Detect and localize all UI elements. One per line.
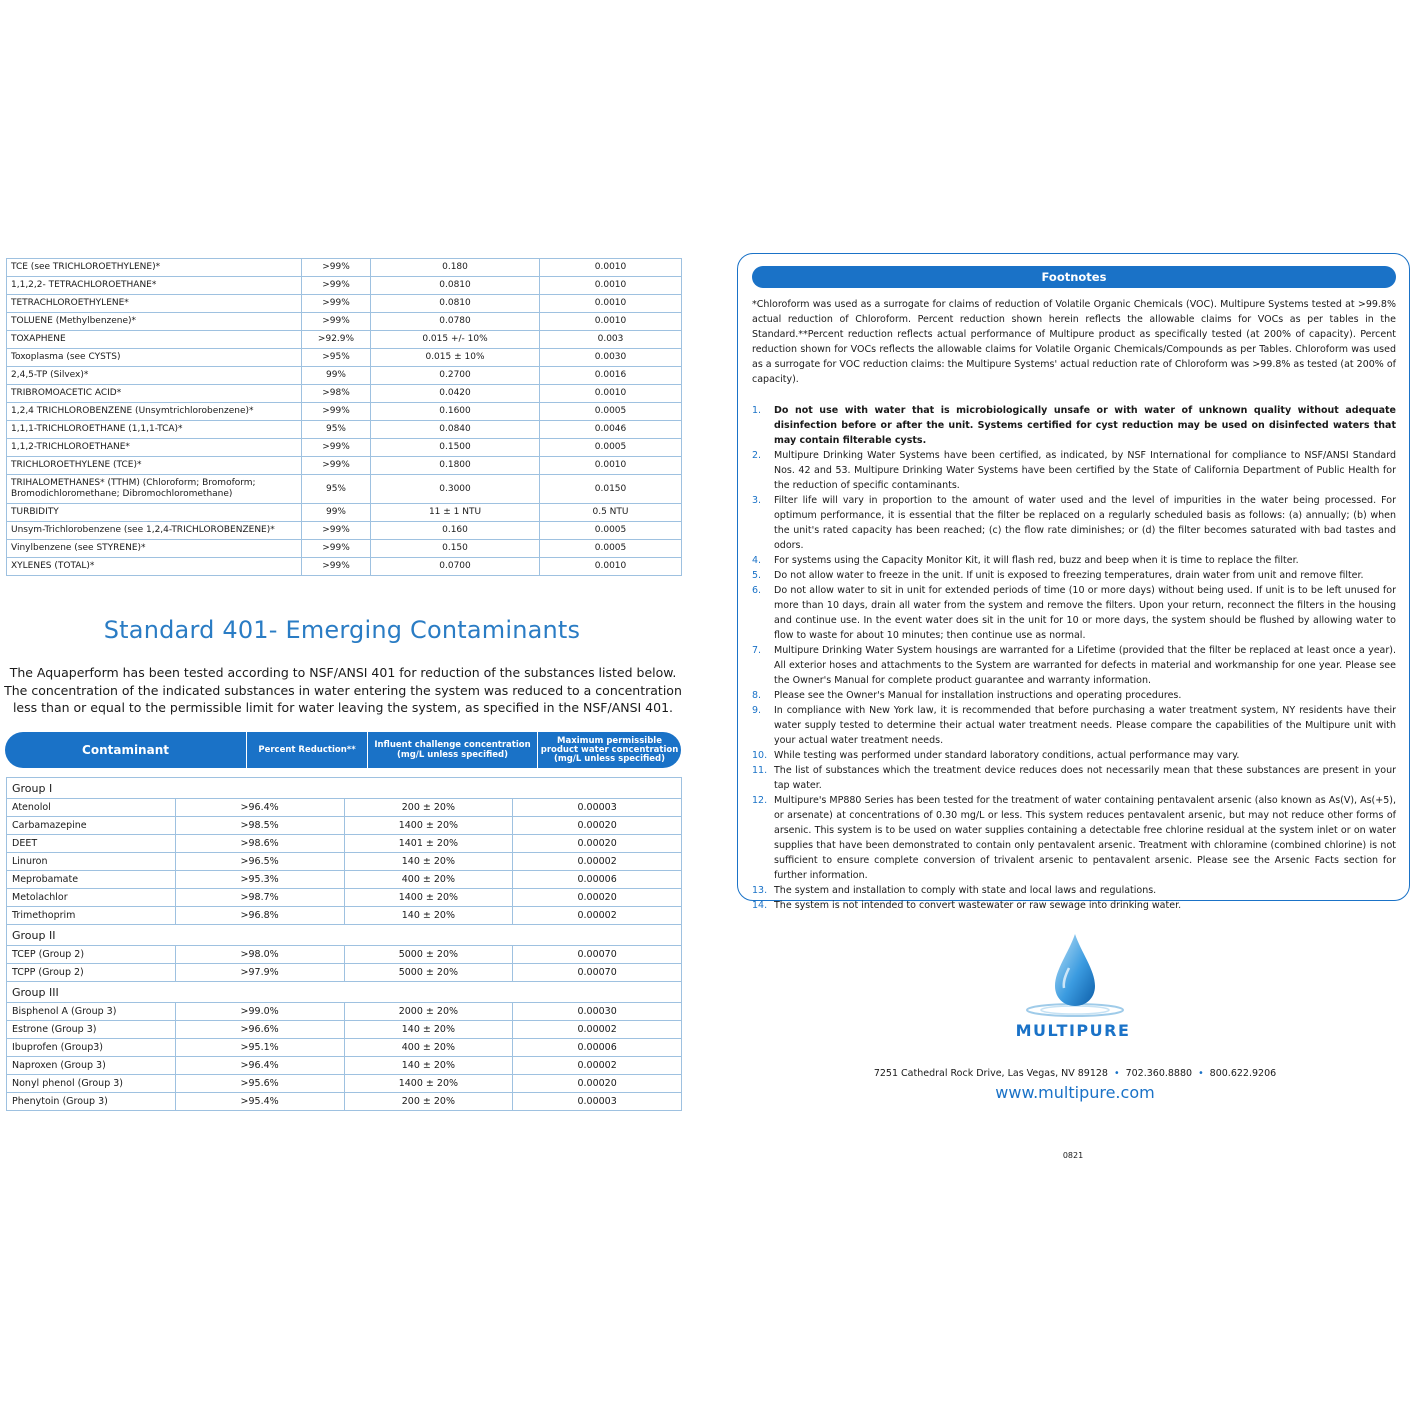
footnote-item	[752, 688, 1396, 703]
influent-cell: 0.3000	[371, 475, 540, 504]
percent-reduction-cell: >98.7%	[175, 889, 344, 907]
influent-cell: 0.1600	[371, 403, 540, 421]
max-concentration-cell: 0.0150	[540, 475, 682, 504]
influent-cell: 0.2700	[371, 367, 540, 385]
footnotes-title: Footnotes	[752, 266, 1396, 288]
max-concentration-cell: 0.0005	[540, 403, 682, 421]
table-row	[7, 889, 682, 907]
footnote-item	[752, 898, 1396, 913]
footnote-text: Do not allow water to freeze in the unit. If unit is exposed to freezing temperatures, drain water from unit and remove filter.	[774, 570, 1364, 581]
footnote-number: 7.	[752, 645, 762, 656]
percent-reduction-cell: >99%	[302, 457, 371, 475]
influent-cell: 0.160	[371, 522, 540, 540]
max-concentration-cell: 0.0046	[540, 421, 682, 439]
percent-reduction-cell: >98%	[302, 385, 371, 403]
header-percent-reduction: Percent Reduction**	[247, 732, 368, 768]
percent-reduction-cell: >99.0%	[175, 1003, 344, 1021]
max-concentration-cell: 0.00003	[513, 1093, 682, 1111]
max-concentration-cell: 0.00002	[513, 907, 682, 925]
separator-dot-icon: •	[1113, 1068, 1120, 1079]
group-row	[7, 982, 682, 1003]
footnote-text: The system and installation to comply with state and local laws and regulations.	[774, 885, 1157, 896]
max-concentration-cell: 0.00070	[513, 946, 682, 964]
max-concentration-cell: 0.0010	[540, 457, 682, 475]
percent-reduction-cell: 99%	[302, 504, 371, 522]
contaminant-cell: TOLUENE (Methylbenzene)*	[7, 313, 302, 331]
max-concentration-cell: 0.0030	[540, 349, 682, 367]
max-concentration-cell: 0.00002	[513, 853, 682, 871]
max-concentration-cell: 0.00002	[513, 1021, 682, 1039]
influent-cell: 400 ± 20%	[344, 871, 513, 889]
footnote-item	[752, 763, 1396, 793]
influent-cell: 0.0810	[371, 277, 540, 295]
table-row	[7, 504, 682, 522]
footnote-text: Multipure Drinking Water System housings are warranted for a Lifetime (provided that the filter be replaced at least once a year). All exterior hoses and attachments to the System are warranted for defects in material and workmanship for one year. Please see the Owner's Manual for complete product guarantee and warranty information.	[774, 645, 1396, 686]
footnote-text: The system is not intended to convert wastewater or raw sewage into drinking water.	[774, 900, 1182, 911]
max-concentration-cell: 0.00020	[513, 1075, 682, 1093]
influent-cell: 1400 ± 20%	[344, 1075, 513, 1093]
percent-reduction-cell: >99%	[302, 439, 371, 457]
max-concentration-cell: 0.003	[540, 331, 682, 349]
table-row	[7, 964, 682, 982]
document-code: 0821	[1062, 1151, 1084, 1160]
table-row	[7, 439, 682, 457]
contaminant-table-continued	[6, 258, 682, 576]
max-concentration-cell: 0.0005	[540, 540, 682, 558]
header-contaminant: Contaminant	[5, 732, 247, 768]
phone-primary: 702.360.8880	[1125, 1068, 1193, 1079]
footnote-item	[752, 448, 1396, 493]
percent-reduction-cell: >96.6%	[175, 1021, 344, 1039]
footnote-number: 6.	[752, 585, 762, 596]
percent-reduction-cell: >98.5%	[175, 817, 344, 835]
influent-cell: 0.015 ± 10%	[371, 349, 540, 367]
table-row	[7, 403, 682, 421]
table-row	[7, 1003, 682, 1021]
influent-cell: 0.0810	[371, 295, 540, 313]
contaminant-cell: Metolachlor	[7, 889, 176, 907]
contaminant-cell: 1,1,2,2- TETRACHLOROETHANE*	[7, 277, 302, 295]
influent-cell: 140 ± 20%	[344, 1057, 513, 1075]
group-label: Group II	[7, 925, 682, 946]
footnotes-list	[752, 403, 1396, 913]
footnote-text: Do not use with water that is microbiologically unsafe or with water of unknown quality without adequate disinfection before or after the unit. Systems certified for cyst reduction may be used on disinfected waters that may contain filterable cysts.	[774, 405, 1396, 446]
percent-reduction-cell: >96.4%	[175, 799, 344, 817]
max-concentration-cell: 0.0010	[540, 558, 682, 576]
table-row	[7, 1039, 682, 1057]
table-row	[7, 1093, 682, 1111]
footnote-number: 4.	[752, 555, 762, 566]
footnote-item	[752, 643, 1396, 688]
contaminant-cell: TCEP (Group 2)	[7, 946, 176, 964]
table-row	[7, 817, 682, 835]
contaminant-cell: 1,2,4 TRICHLOROBENZENE (Unsymtrichlorobenzene)*	[7, 403, 302, 421]
footnotes-intro: *Chloroform was used as a surrogate for claims of reduction of Volatile Organic Chemicals (VOC). Multipure Systems tested at >99.8% actual reduction of Chloroform. Percent reduction shown herein reflects the allowable claims for VOCs as per tables in the Standard.**Percent reduction reflects actual performance of Multipure product as specifically tested (at 200% of capacity). Percent reduction shown for VOCs reflects the allowable claims for Volatile Organic Chemicals/Compounds as per Tables. Chloroform was used as a surrogate for VOC reduction claims: the Multipure Systems' actual reduction rate of Chloroform was >99.8% as tested (at 200% of capacity).	[752, 299, 1396, 385]
footnote-item	[752, 568, 1396, 583]
footnote-text: While testing was performed under standard laboratory conditions, actual performance may vary.	[774, 750, 1240, 761]
contaminant-cell: TRIHALOMETHANES* (TTHM) (Chloroform; Bromoform; Bromodichloromethane; Dibromochloromethane)	[7, 475, 302, 504]
contaminant-cell: Atenolol	[7, 799, 176, 817]
footnote-item	[752, 583, 1396, 643]
percent-reduction-cell: >99%	[302, 540, 371, 558]
percent-reduction-cell: >99%	[302, 313, 371, 331]
contaminant-cell: TRIBROMOACETIC ACID*	[7, 385, 302, 403]
influent-cell: 0.0420	[371, 385, 540, 403]
header-influent-concentration: Influent challenge concentration (mg/L unless specified)	[368, 732, 538, 768]
emerging-contaminants-table	[6, 777, 682, 1111]
header-max-concentration: Maximum permissible product water concentration (mg/L unless specified)	[540, 735, 679, 764]
footnote-text: Please see the Owner's Manual for installation instructions and operating procedures.	[774, 690, 1182, 701]
percent-reduction-cell: >97.9%	[175, 964, 344, 982]
influent-cell: 0.015 +/- 10%	[371, 331, 540, 349]
contaminant-cell: Estrone (Group 3)	[7, 1021, 176, 1039]
water-drop-logo-icon	[1023, 930, 1127, 1022]
percent-reduction-cell: >99%	[302, 522, 371, 540]
influent-cell: 1401 ± 20%	[344, 835, 513, 853]
footnote-text: Multipure Drinking Water Systems have been certified, as indicated, by NSF International for compliance to NSF/ANSI Standard Nos. 42 and 53. Multipure Drinking Water Systems have been certified by the State of California Department of Public Health for the reduction of specific contaminants.	[774, 450, 1396, 491]
emerging-table-header	[5, 732, 681, 768]
website-link[interactable]: www.multipure.com	[995, 1083, 1155, 1102]
section-intro: The Aquaperform has been tested according to NSF/ANSI 401 for reduction of the substances listed below. The concentration of the indicated substances in water entering the system was reduced to a concentration less than or equal to the permissible limit for water leaving the system, as specified in the NSF/ANSI 401.	[4, 665, 682, 715]
footnote-number: 2.	[752, 450, 762, 461]
percent-reduction-cell: 99%	[302, 367, 371, 385]
footnote-number: 1.	[752, 405, 762, 416]
max-concentration-cell: 0.0010	[540, 295, 682, 313]
percent-reduction-cell: >99%	[302, 295, 371, 313]
max-concentration-cell: 0.0010	[540, 385, 682, 403]
table-row	[7, 1075, 682, 1093]
contaminant-cell: Phenytoin (Group 3)	[7, 1093, 176, 1111]
footnote-text: The list of substances which the treatment device reduces does not necessarily mean that these substances are present in your tap water.	[774, 765, 1396, 791]
footnote-text: In compliance with New York law, it is recommended that before purchasing a water treatment system, NY residents have their water supply tested to determine their actual water treatment needs. Please compare the capabilities of the Multipure unit with your actual water treatment needs.	[774, 705, 1396, 746]
contaminant-cell: Toxoplasma (see CYSTS)	[7, 349, 302, 367]
contaminant-cell: Bisphenol A (Group 3)	[7, 1003, 176, 1021]
phone-toll-free: 800.622.9206	[1209, 1068, 1277, 1079]
percent-reduction-cell: >95.6%	[175, 1075, 344, 1093]
group-label: Group III	[7, 982, 682, 1003]
max-concentration-cell: 0.5 NTU	[540, 504, 682, 522]
percent-reduction-cell: >96.4%	[175, 1057, 344, 1075]
influent-cell: 140 ± 20%	[344, 1021, 513, 1039]
max-concentration-cell: 0.00020	[513, 889, 682, 907]
max-concentration-cell: 0.00006	[513, 871, 682, 889]
footnote-text: Do not allow water to sit in unit for extended periods of time (10 or more days) without being used. If unit is to be left unused for more than 10 days, drain all water from the system and remove the filters. Upon your return, reconnect the filters in the housing and continue use. In the event water does sit in the unit for 10 or more days, the system should be flushed by allowing water to flow to waste for about 10 minutes; then continue use as normal.	[774, 585, 1396, 641]
influent-cell: 5000 ± 20%	[344, 946, 513, 964]
max-concentration-cell: 0.0010	[540, 313, 682, 331]
percent-reduction-cell: 95%	[302, 475, 371, 504]
table-row	[7, 295, 682, 313]
contaminant-cell: Naproxen (Group 3)	[7, 1057, 176, 1075]
contaminant-cell: Meprobamate	[7, 871, 176, 889]
contaminant-cell: Linuron	[7, 853, 176, 871]
influent-cell: 400 ± 20%	[344, 1039, 513, 1057]
footnote-number: 12.	[752, 795, 768, 806]
footnote-number: 10.	[752, 750, 768, 761]
contaminant-cell: 1,1,2-TRICHLOROETHANE*	[7, 439, 302, 457]
contaminant-cell: DEET	[7, 835, 176, 853]
influent-cell: 5000 ± 20%	[344, 964, 513, 982]
influent-cell: 1400 ± 20%	[344, 889, 513, 907]
table-row	[7, 871, 682, 889]
contaminant-cell: XYLENES (TOTAL)*	[7, 558, 302, 576]
table-row	[7, 907, 682, 925]
table-row	[7, 385, 682, 403]
contaminant-cell: TURBIDITY	[7, 504, 302, 522]
percent-reduction-cell: >92.9%	[302, 331, 371, 349]
influent-cell: 0.0700	[371, 558, 540, 576]
table-row	[7, 1021, 682, 1039]
influent-cell: 200 ± 20%	[344, 1093, 513, 1111]
percent-reduction-cell: >95%	[302, 349, 371, 367]
max-concentration-cell: 0.0005	[540, 522, 682, 540]
table-row	[7, 522, 682, 540]
table-row	[7, 835, 682, 853]
contact-info	[860, 1068, 1290, 1079]
contaminant-cell: 1,1,1-TRICHLOROETHANE (1,1,1-TCA)*	[7, 421, 302, 439]
contaminant-cell: TCPP (Group 2)	[7, 964, 176, 982]
address: 7251 Cathedral Rock Drive, Las Vegas, NV 89128	[873, 1068, 1108, 1079]
group-label: Group I	[7, 778, 682, 799]
footnote-number: 11.	[752, 765, 768, 776]
footnote-text: For systems using the Capacity Monitor Kit, it will flash red, buzz and beep when it is time to replace the filter.	[774, 555, 1299, 566]
max-concentration-cell: 0.00003	[513, 799, 682, 817]
max-concentration-cell: 0.0010	[540, 277, 682, 295]
max-concentration-cell: 0.0016	[540, 367, 682, 385]
influent-cell: 140 ± 20%	[344, 907, 513, 925]
footnote-item	[752, 553, 1396, 568]
percent-reduction-cell: >95.1%	[175, 1039, 344, 1057]
contaminant-cell: Carbamazepine	[7, 817, 176, 835]
influent-cell: 140 ± 20%	[344, 853, 513, 871]
table-row	[7, 331, 682, 349]
contaminant-cell: Nonyl phenol (Group 3)	[7, 1075, 176, 1093]
max-concentration-cell: 0.00030	[513, 1003, 682, 1021]
footnote-item	[752, 403, 1396, 448]
contaminant-cell: TCE (see TRICHLOROETHYLENE)*	[7, 259, 302, 277]
contaminant-cell: Unsym-Trichlorobenzene (see 1,2,4-TRICHLOROBENZENE)*	[7, 522, 302, 540]
max-concentration-cell: 0.0005	[540, 439, 682, 457]
contaminant-cell: TOXAPHENE	[7, 331, 302, 349]
table-row	[7, 799, 682, 817]
max-concentration-cell: 0.00020	[513, 835, 682, 853]
influent-cell: 0.150	[371, 540, 540, 558]
max-concentration-cell: 0.00006	[513, 1039, 682, 1057]
footnote-item	[752, 883, 1396, 898]
table-row	[7, 349, 682, 367]
footnote-number: 14.	[752, 900, 768, 911]
table-row	[7, 540, 682, 558]
influent-cell: 0.1500	[371, 439, 540, 457]
contaminant-cell: TRICHLOROETHYLENE (TCE)*	[7, 457, 302, 475]
contaminant-cell: Vinylbenzene (see STYRENE)*	[7, 540, 302, 558]
footnote-text: Filter life will vary in proportion to the amount of water used and the level of impurities in the water being processed. For optimum performance, it is essential that the filter be replaced on a regularly scheduled basis as follows: (a) annually; (b) when the unit's rated capacity has been reached; (c) the flow rate diminishes; or (d) the filter becomes saturated with bad tastes and odors.	[774, 495, 1396, 551]
percent-reduction-cell: 95%	[302, 421, 371, 439]
footnote-text: Multipure's MP880 Series has been tested for the treatment of water containing pentavalent arsenic (also known as As(V), As(+5), or arsenate) at concentrations of 0.30 mg/L or less. This system reduces pentavalent arsenic, but may not reduce other forms of arsenic. This system is to be used on water supplies containing a detectable free chlorine residual at the system inlet or on water supplies that have been demonstrated to contain only pentavalent arsenic. Treatment with chloramine (combined chlorine) is not sufficient to ensure complete conversion of trivalent arsenic to pentavalent arsenic. Please see the Arsenic Facts section for further information.	[774, 795, 1396, 881]
percent-reduction-cell: >99%	[302, 558, 371, 576]
footnote-number: 3.	[752, 495, 762, 506]
table-row	[7, 421, 682, 439]
section-heading: Standard 401- Emerging Contaminants	[103, 616, 581, 644]
footnote-item	[752, 793, 1396, 883]
table-row	[7, 946, 682, 964]
contaminant-cell: 2,4,5-TP (Silvex)*	[7, 367, 302, 385]
percent-reduction-cell: >98.6%	[175, 835, 344, 853]
influent-cell: 0.0840	[371, 421, 540, 439]
contaminant-cell: Ibuprofen (Group3)	[7, 1039, 176, 1057]
group-row	[7, 925, 682, 946]
table-row	[7, 277, 682, 295]
influent-cell: 0.1800	[371, 457, 540, 475]
table-row	[7, 558, 682, 576]
footnote-item	[752, 703, 1396, 748]
footnote-number: 8.	[752, 690, 762, 701]
percent-reduction-cell: >99%	[302, 403, 371, 421]
contaminant-cell: Trimethoprim	[7, 907, 176, 925]
percent-reduction-cell: >98.0%	[175, 946, 344, 964]
max-concentration-cell: 0.00070	[513, 964, 682, 982]
max-concentration-cell: 0.00002	[513, 1057, 682, 1075]
influent-cell: 11 ± 1 NTU	[371, 504, 540, 522]
influent-cell: 200 ± 20%	[344, 799, 513, 817]
group-row	[7, 778, 682, 799]
brand-name: MULTIPURE	[1015, 1021, 1131, 1040]
table-row	[7, 259, 682, 277]
footnote-item	[752, 748, 1396, 763]
max-concentration-cell: 0.0010	[540, 259, 682, 277]
footnote-number: 13.	[752, 885, 768, 896]
footnote-number: 9.	[752, 705, 762, 716]
max-concentration-cell: 0.00020	[513, 817, 682, 835]
footnote-number: 5.	[752, 570, 762, 581]
percent-reduction-cell: >95.4%	[175, 1093, 344, 1111]
table-row	[7, 457, 682, 475]
percent-reduction-cell: >99%	[302, 259, 371, 277]
table-row	[7, 853, 682, 871]
separator-dot-icon: •	[1198, 1068, 1204, 1079]
percent-reduction-cell: >96.5%	[175, 853, 344, 871]
percent-reduction-cell: >96.8%	[175, 907, 344, 925]
table-row	[7, 367, 682, 385]
table-row	[7, 1057, 682, 1075]
influent-cell: 1400 ± 20%	[344, 817, 513, 835]
influent-cell: 0.0780	[371, 313, 540, 331]
percent-reduction-cell: >95.3%	[175, 871, 344, 889]
contaminant-cell: TETRACHLOROETHYLENE*	[7, 295, 302, 313]
influent-cell: 0.180	[371, 259, 540, 277]
footnote-item	[752, 493, 1396, 553]
table-row	[7, 313, 682, 331]
percent-reduction-cell: >99%	[302, 277, 371, 295]
table-row	[7, 475, 682, 504]
influent-cell: 2000 ± 20%	[344, 1003, 513, 1021]
